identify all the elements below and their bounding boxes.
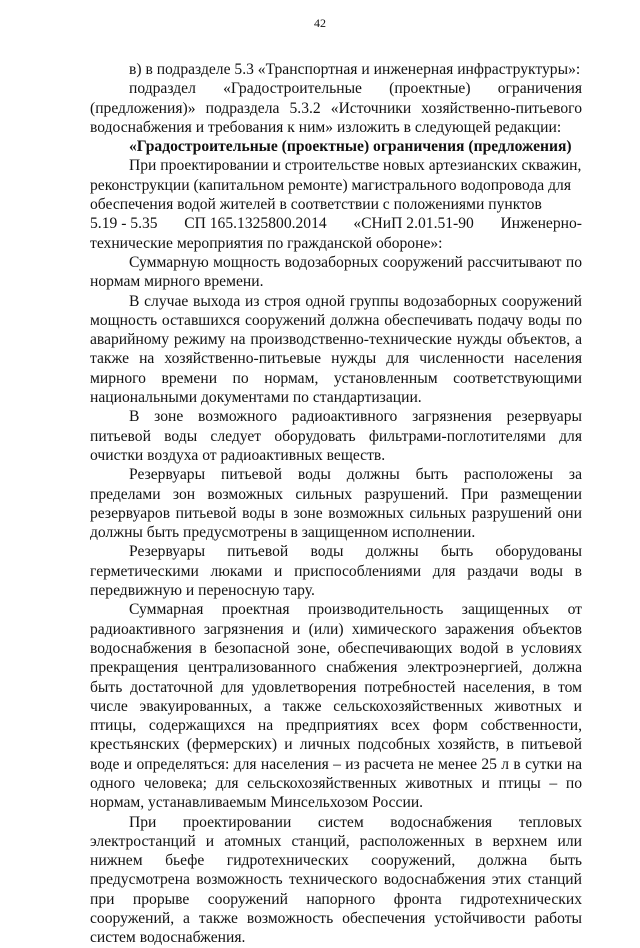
paragraph-capacity: Суммарную мощность водозаборных сооружений рассчитывают по нормам мирного времени.: [90, 253, 582, 291]
reference-clauses: 5.19 - 5.35: [90, 215, 158, 233]
paragraph-design-requirements: [90, 156, 582, 252]
reference-sp: СП 165.1325800.2014: [184, 215, 327, 233]
paragraph-line: реконструкции (капитальном ремонте) магистрального водопровода для: [90, 176, 571, 194]
paragraph-line: При проектировании и строительстве новых артезианских скважин,: [129, 157, 582, 175]
document-body: [90, 60, 582, 948]
paragraph-radioactive-zone: В зоне возможного радиоактивного загрязнения резервуары питьевой воды следует оборудовать фильтрами-поглотителями для очистки воздуха от радиоактивных веществ.: [90, 408, 582, 464]
section-heading: «Градостроительные (проектные) ограничения (предложения): [129, 138, 572, 156]
paragraph-references-line: [90, 214, 582, 233]
paragraph-amendment-instruction: подраздел «Градостроительные (проектные) ограничения (предложения)» подраздела 5.3.2 «Источники хозяйственно-питьевого водоснабжения и требования к ним» изложить в следующей редакции:: [90, 80, 582, 136]
page-number: 42: [314, 16, 326, 30]
reference-title-start: Инженерно-: [500, 215, 582, 233]
paragraph-line: технические мероприятия по гражданской обороне»:: [90, 234, 443, 252]
paragraph-line: обеспечения водой жителей в соответствии с положениями пунктов: [90, 196, 542, 214]
paragraph-total-capacity: Суммарная проектная производительность защищенных от радиоактивного загрязнения и (или) химического заражения объектов водоснабжения в безопасной зоне, обеспечивающих водой в условиях прекращения централизованного снабжения электроэнергией, должна быть достаточной для удовлетворения потребностей населения, в том числе эвакуированных, а также сельскохозяйственных животных и птицы, содержащихся на предприятиях всех форм собственности, крестьянских (фермерских) и личных подсобных хозяйств, в питьевой воде и определяться: для населения – из расчета не менее 25 л в сутки на одного человека; для сельскохозяйственных животных и птицы – по нормам, устанавливаемым Минсельхозом России.: [90, 601, 582, 812]
paragraph-reservoir-equipment: Резервуары питьевой воды должны быть оборудованы герметическими люками и приспособлениями для раздачи воды в передвижную и переносную тару.: [90, 543, 582, 600]
paragraph-amendment-intro: в) в подразделе 5.3 «Транспортная и инженерная инфраструктуры»:: [129, 61, 581, 78]
paragraph-emergency-mode: В случае выхода из строя одной группы водозаборных сооружений мощность оставшихся сооружений должна обеспечивать подачу воды по аварийному режиму на производственно-технические нужды объектов, а также на хозяйственно-питьевые нужды для численности населения мирного времени по нормам, установленным соответствующими национальными документами по стандартизации.: [90, 292, 582, 407]
reference-snip: «СНиП 2.01.51-90: [353, 215, 474, 233]
paragraph-power-stations: При проектировании систем водоснабжения тепловых электростанций и атомных станций, расположенных в верхнем или нижнем бьефе гидротехнических сооружений, должна быть предусмотрена возможность технического водоснабжения этих станций при прорыве сооружений напорного фронта гидротехнических сооружений, а также возможность обеспечения устойчивости работы систем водоснабжения.: [90, 813, 582, 947]
paragraph-reservoir-placement: Резервуары питьевой воды должны быть расположены за пределами зон возможных сильных разрушений. При размещении резервуаров питьевой воды в зоне возможных сильных разрушений они должны быть предусмотрены в защищенном исполнении.: [90, 466, 582, 542]
